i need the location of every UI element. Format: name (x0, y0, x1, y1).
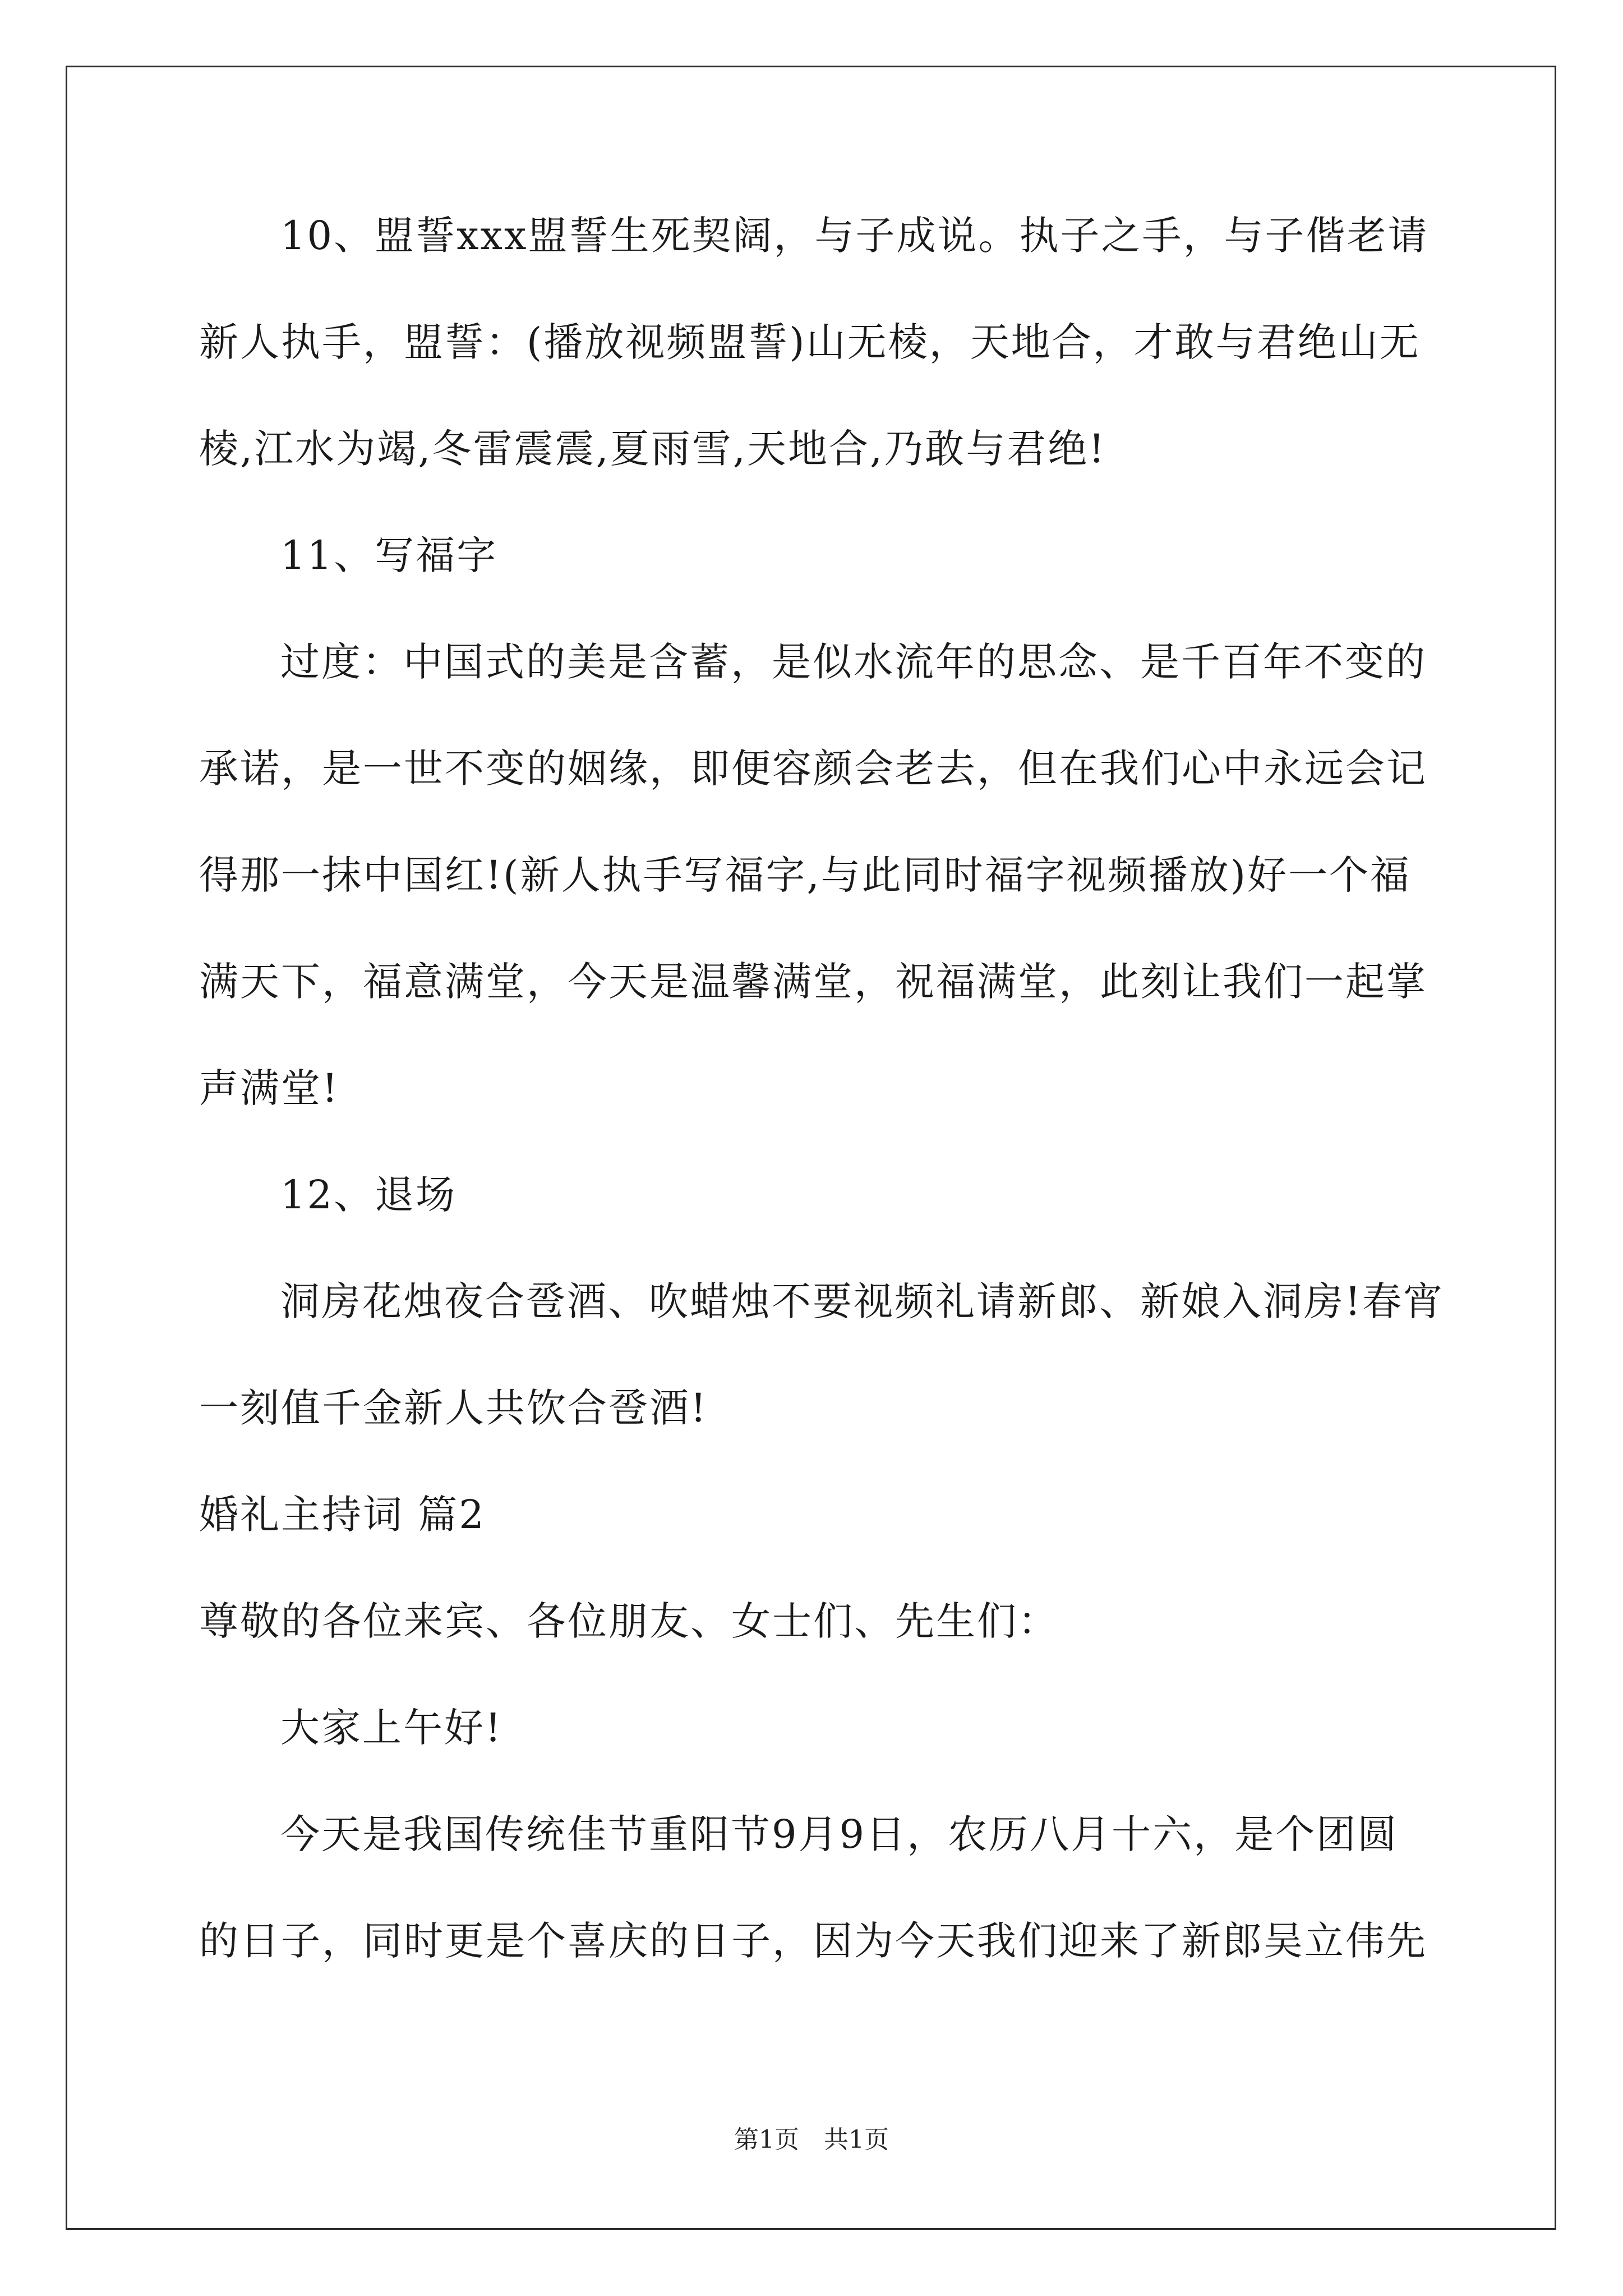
paragraph-line: 洞房花烛夜合卺酒、吹蜡烛不要视频礼请新郎、新娘入洞房!春宵 (280, 1278, 1445, 1324)
page-footer: 第1页 共1页 (734, 2125, 889, 2154)
paragraph-line: 满天下，福意满堂，今天是温馨满堂，祝福满堂，此刻让我们一起掌 (199, 959, 1427, 1005)
paragraph-line: 10、盟誓xxx盟誓生死契阔，与子成说。执子之手，与子偕老请 (280, 213, 1429, 259)
paragraph-line: 的日子，同时更是个喜庆的日子，因为今天我们迎来了新郎吴立伟先 (199, 1918, 1427, 1964)
paragraph-line: 今天是我国传统佳节重阳节9月9日，农历八月十六，是个团圆 (280, 1811, 1399, 1857)
salutation-line: 尊敬的各位来宾、各位朋友、女士们、先生们： (199, 1598, 1059, 1644)
paragraph-line: 一刻值千金新人共饮合卺酒! (199, 1385, 708, 1431)
paragraph-line: 新人执手，盟誓：(播放视频盟誓)山无棱，天地合，才敢与君绝山无 (199, 319, 1421, 365)
section-heading: 11、写福字 (280, 532, 498, 578)
paragraph-line: 过度：中国式的美是含蓄，是似水流年的思念、是千百年不变的 (280, 639, 1427, 685)
greeting-line: 大家上午好! (280, 1705, 503, 1751)
paragraph-line: 声满堂! (199, 1065, 340, 1111)
page-border (66, 66, 1556, 2230)
paragraph-line: 得那一抹中国红!(新人执手写福字,与此同时福字视频播放)好一个福 (199, 852, 1411, 898)
article-heading: 婚礼主持词 篇2 (199, 1492, 486, 1538)
paragraph-line: 棱,江水为竭,冬雷震震,夏雨雪,天地合,乃敢与君绝! (199, 426, 1106, 472)
paragraph-line: 承诺，是一世不变的姻缘，即便容颜会老去，但在我们心中永远会记 (199, 746, 1427, 792)
section-heading: 12、退场 (280, 1172, 457, 1218)
